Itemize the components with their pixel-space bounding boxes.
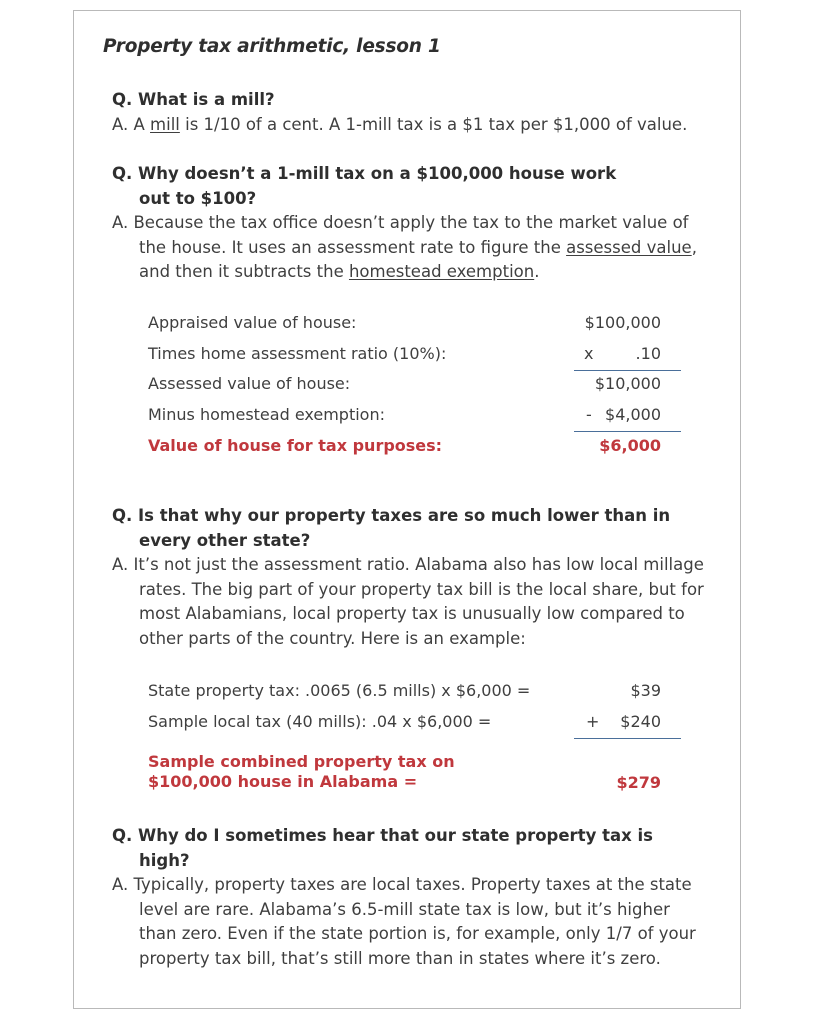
qa-one-mill-tax bbox=[112, 162, 702, 285]
question: Q. Is that why our property taxes are so much lower than in every other state? bbox=[112, 506, 671, 550]
question: Q. Why doesn’t a 1-mill tax on a $100,000 house work out to $100? bbox=[112, 164, 617, 208]
sum-rule bbox=[574, 738, 681, 739]
answer: A. It’s not just the assessment ratio. Alabama also has low local millage rates. The big part of your property tax bill is the local share, but for most Alabamians, local property tax is unusually low compared to other parts of the country. Here is an example: bbox=[112, 555, 704, 648]
calc-row: Appraised value of house: $100,000 bbox=[148, 313, 661, 332]
calc-row: Assessed value of house: $10,000 bbox=[148, 374, 661, 394]
qa-state-tax-high bbox=[112, 824, 708, 971]
sum-rule bbox=[574, 370, 681, 371]
answer: A. Typically, property taxes are local taxes. Property taxes at the state level are rare. Alabama’s 6.5-mill state tax is low, but it’s higher than zero. Even if the state portion is, for example, only 1/7 of your property tax bill, that’s still more than in states where it’s zero. bbox=[112, 875, 696, 968]
calc-row: Times home assessment ratio (10%): x .10 bbox=[148, 343, 661, 363]
qa-what-is-a-mill bbox=[112, 88, 712, 137]
calc-total-row: Sample combined property tax on $100,000 house in Alabama = $279 bbox=[148, 752, 661, 793]
calc-row: State property tax: .0065 (6.5 mills) x $6,000 = $39 bbox=[148, 681, 661, 700]
term-mill: mill bbox=[150, 114, 180, 134]
sum-rule bbox=[574, 431, 681, 432]
page-title: Property tax arithmetic, lesson 1 bbox=[103, 36, 441, 57]
qa-lower-taxes bbox=[112, 504, 704, 651]
calc-combined-tax bbox=[148, 681, 683, 798]
calc-row: Sample local tax (40 mills): .04 x $6,000 = + $240 bbox=[148, 711, 661, 731]
calc-taxable-value bbox=[148, 313, 683, 466]
question: Q. What is a mill? bbox=[112, 90, 275, 109]
answer: A. Because the tax office doesn’t apply the tax to the market value of the house. It uses an assessment rate to figure the assessed value, and then it subtracts the homestead exemption. bbox=[112, 213, 697, 281]
term-homestead-exemption: homestead exemption bbox=[348, 262, 535, 281]
calc-total-row: Value of house for tax purposes: $6,000 bbox=[148, 435, 661, 455]
calc-row: Minus homestead exemption: - $4,000 bbox=[148, 405, 661, 425]
question: Q. Why do I sometimes hear that our state property tax is high? bbox=[112, 826, 653, 870]
term-assessed-value: assessed value bbox=[566, 237, 692, 257]
answer: A. A mill is 1/10 of a cent. A 1-mill tax is a $1 tax per $1,000 of value. bbox=[112, 114, 688, 134]
